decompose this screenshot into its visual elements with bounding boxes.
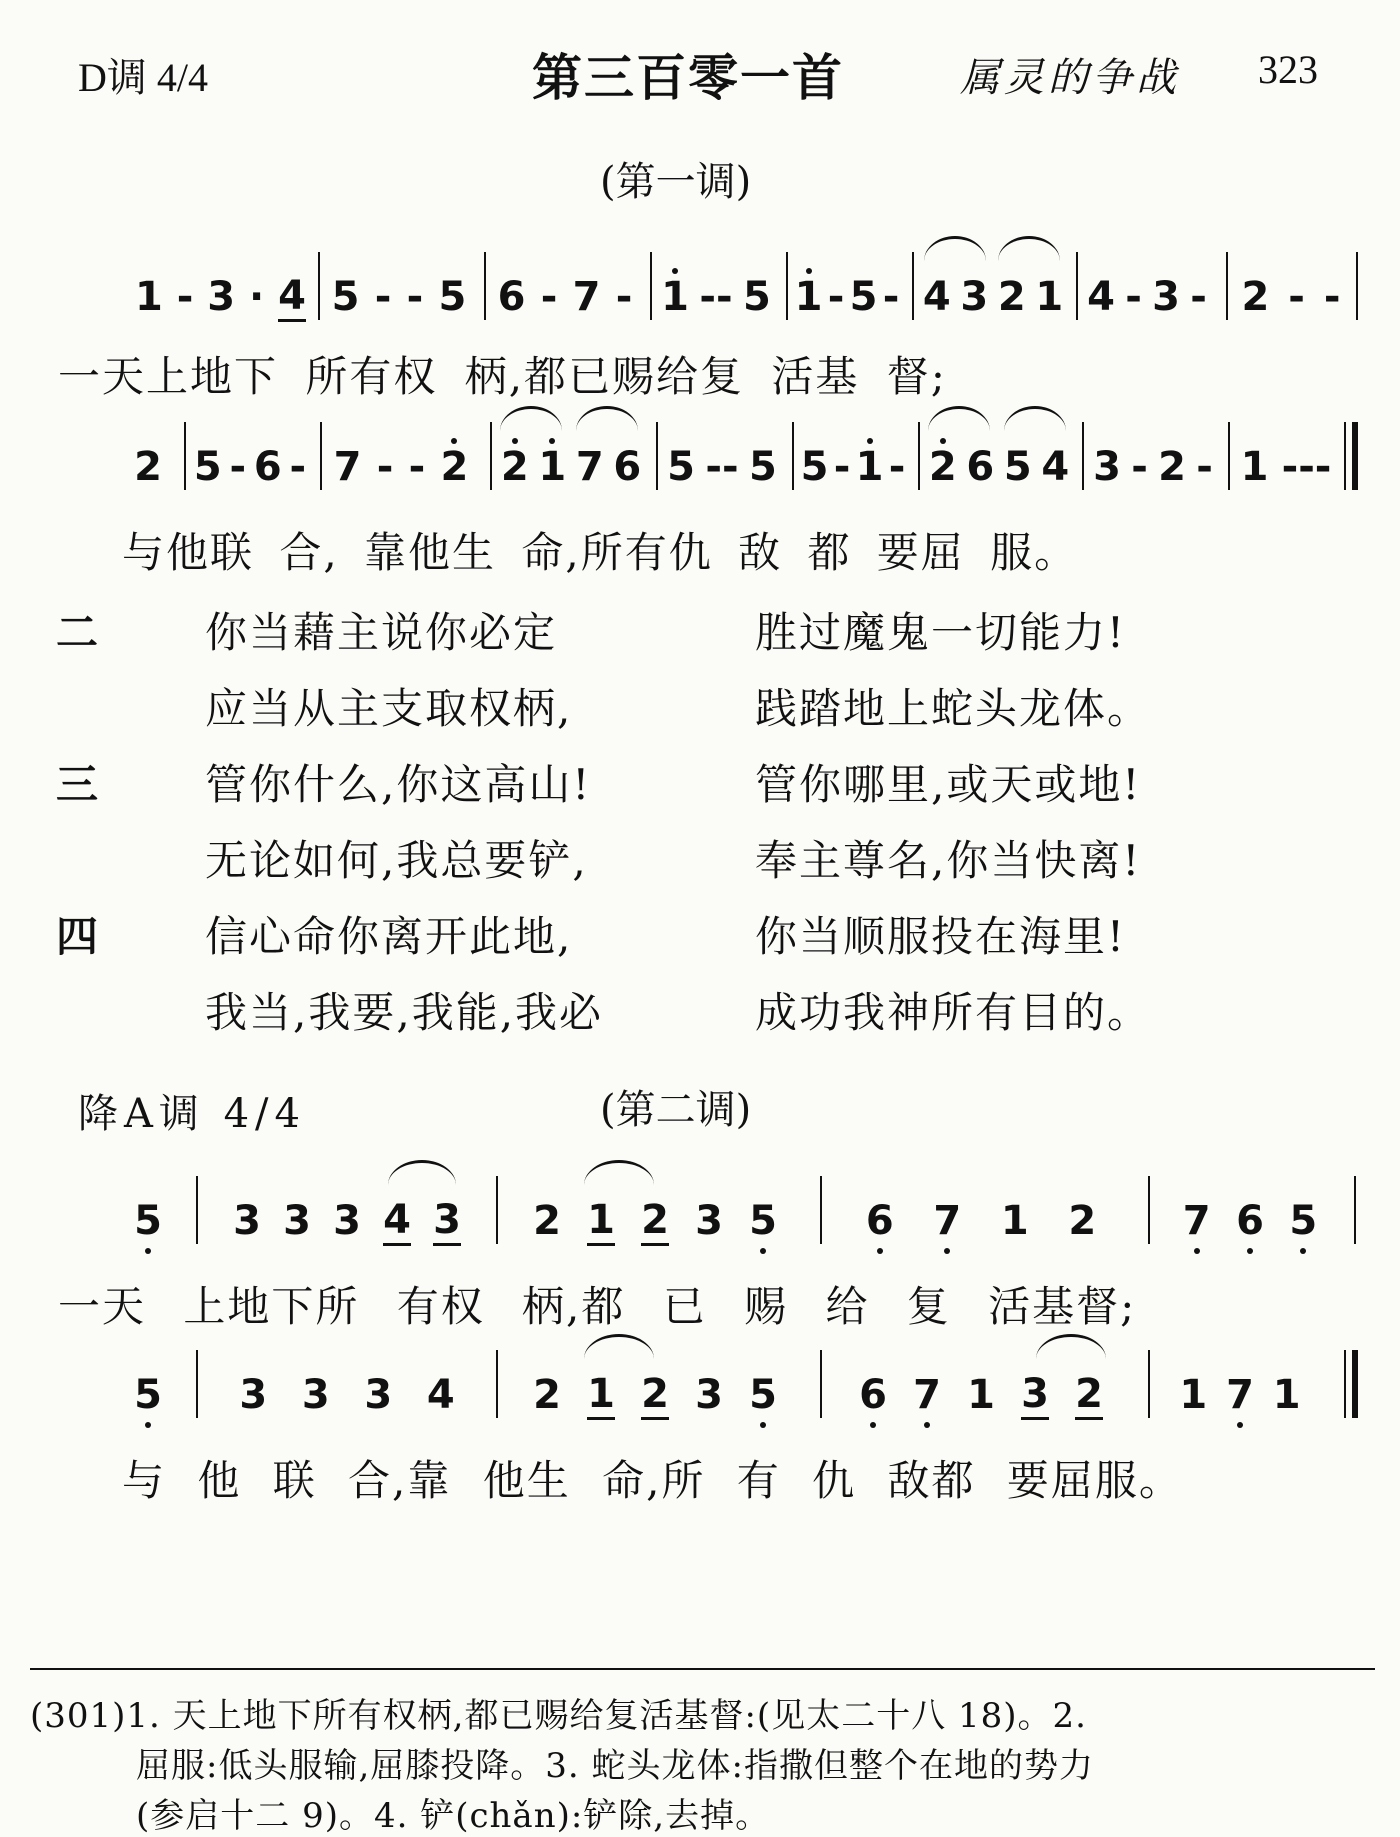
note: 1 xyxy=(1035,274,1064,320)
slur xyxy=(584,1160,654,1185)
bar-line xyxy=(496,1350,498,1418)
measure xyxy=(792,262,902,332)
verse-line: 应当从主支取权柄, xyxy=(205,684,573,733)
footnote-line: 屈服:低头服输,屈膝投降。3. 蛇头龙体:指撒但整个在地的势力 xyxy=(136,1746,1094,1786)
measure xyxy=(128,1186,168,1256)
note: 5 xyxy=(800,444,829,490)
note: 1 xyxy=(587,1197,615,1246)
measure xyxy=(924,432,1074,502)
page-number: 323 xyxy=(1258,47,1318,92)
note: 3 xyxy=(960,274,989,320)
note: 5 xyxy=(331,274,360,320)
footnote-line: (参启十二 9)。4. 铲(chǎn):铲除,去掉。 xyxy=(136,1796,771,1836)
bar-line xyxy=(320,422,322,490)
dash: - xyxy=(289,444,307,490)
note: 1 xyxy=(1240,444,1269,490)
note: 6 xyxy=(1236,1198,1264,1244)
note: 3 xyxy=(433,1197,461,1246)
note: 3 xyxy=(695,1372,723,1418)
tune2-label: (第二调) xyxy=(600,1087,752,1133)
measure xyxy=(128,262,313,332)
bar-line xyxy=(490,422,492,490)
note: 5 xyxy=(193,444,222,490)
measure xyxy=(846,1186,1116,1256)
note: 6 xyxy=(253,444,282,490)
note: 2 xyxy=(1158,444,1186,490)
bar-line xyxy=(786,252,788,320)
note: 7 xyxy=(1226,1372,1254,1418)
bar-line xyxy=(792,422,794,490)
bar-line xyxy=(1082,422,1084,490)
note: 5 xyxy=(849,274,878,320)
note: 1 xyxy=(134,274,163,320)
note: 5 xyxy=(438,274,467,320)
dash: - xyxy=(888,444,906,490)
verse-line: 管你哪里,或天或地! xyxy=(755,760,1142,809)
note: 5 xyxy=(1289,1198,1318,1244)
dash: -- xyxy=(699,274,733,320)
note: 6 xyxy=(966,444,995,490)
note: 3 xyxy=(239,1372,268,1418)
verse-line: 成功我神所有目的。 xyxy=(755,988,1152,1037)
verse-line: 你当藉主说你必定 xyxy=(205,608,558,657)
dash: - xyxy=(827,274,845,320)
note: 5 xyxy=(749,1198,777,1244)
verse-line: 胜过魔鬼一切能力! xyxy=(755,608,1126,657)
slur xyxy=(576,406,638,431)
note: 5 xyxy=(134,1372,162,1418)
tune1-lyric-row1: 一天上地下 所有权 柄,都已赐给复 活基 督; xyxy=(58,352,947,401)
hymn-subtitle: 属灵的争战 xyxy=(960,55,1180,101)
measure xyxy=(324,262,474,332)
bar-line xyxy=(184,422,186,490)
measure xyxy=(520,1186,790,1256)
dash: --- xyxy=(1281,444,1332,490)
note: 4 xyxy=(1087,274,1115,320)
note: 3 xyxy=(364,1372,393,1418)
bar-line xyxy=(1344,1350,1346,1418)
measure xyxy=(1234,432,1338,502)
tune2-lyric-row2: 与 他 联 合,靠 他生 命,所 有 仇 敌都 要屈服。 xyxy=(122,1456,1183,1505)
measure xyxy=(490,262,640,332)
note: 1 xyxy=(1272,1372,1301,1418)
note: 2 xyxy=(500,444,529,490)
verse-line: 我当,我要,我能,我必 xyxy=(205,988,604,1037)
bar-line xyxy=(650,252,652,320)
note: 3 xyxy=(1021,1371,1049,1420)
verse-line: 无论如何,我总要铲, xyxy=(205,836,588,885)
measure xyxy=(1082,262,1212,332)
dash: - xyxy=(1323,274,1341,320)
slur xyxy=(1004,406,1066,431)
dash: -- xyxy=(705,444,739,490)
measure xyxy=(1170,1360,1310,1430)
dash: - xyxy=(833,444,851,490)
dash: - xyxy=(540,274,558,320)
note: 2 xyxy=(928,444,957,490)
slur xyxy=(388,1160,456,1185)
note: 2 xyxy=(1075,1371,1103,1420)
note: 7 xyxy=(913,1372,941,1418)
bar-line xyxy=(656,422,658,490)
bar-line xyxy=(196,1350,198,1418)
note: 5 xyxy=(748,444,777,490)
hymn-title: 第三百零一首 xyxy=(532,49,844,107)
verse-number: 三 xyxy=(56,760,99,809)
measure xyxy=(846,1360,1116,1430)
note: 2 xyxy=(1241,274,1270,320)
note: 2 xyxy=(641,1197,669,1246)
bar-line xyxy=(912,252,914,320)
note: 6 xyxy=(497,274,526,320)
note: 3 xyxy=(1093,444,1121,490)
note: 1 xyxy=(794,274,823,320)
dash: - xyxy=(1288,274,1305,320)
note: 3 xyxy=(207,274,236,320)
note: 7 xyxy=(1182,1198,1211,1244)
verse-line: 管你什么,你这高山! xyxy=(205,760,592,809)
note: 5 xyxy=(749,1372,777,1418)
measure xyxy=(798,432,908,502)
measure xyxy=(662,432,782,502)
tune2-lyric-row1: 一天 上地下所 有权 柄,都 已 赐 给 复 活基督; xyxy=(58,1282,1137,1331)
verse-number: 四 xyxy=(56,912,99,961)
note: 3 xyxy=(1152,274,1180,320)
measure xyxy=(128,1360,168,1430)
note: 6 xyxy=(613,444,642,490)
note: 4 xyxy=(383,1197,411,1246)
verse-number: 二 xyxy=(56,608,99,657)
note: 6 xyxy=(865,1198,894,1244)
note: 2 xyxy=(533,1198,561,1244)
bar-line xyxy=(484,252,486,320)
slur xyxy=(928,406,990,431)
measure xyxy=(326,432,476,502)
bar-line xyxy=(1344,422,1346,490)
bar-line xyxy=(918,422,920,490)
dash: - xyxy=(376,444,394,490)
dash: - xyxy=(229,444,247,490)
bar-line xyxy=(1226,252,1228,320)
dash: - xyxy=(1190,274,1207,320)
note: 3 xyxy=(695,1198,723,1244)
note: 3 xyxy=(283,1198,311,1244)
dash: - xyxy=(408,444,426,490)
note: 1 xyxy=(587,1371,615,1420)
note: 7 xyxy=(333,444,362,490)
note: 1 xyxy=(1179,1372,1208,1418)
measure xyxy=(520,1360,790,1430)
dash: - xyxy=(176,274,194,320)
bar-line xyxy=(318,252,320,320)
measure xyxy=(656,262,776,332)
bar-line xyxy=(1356,252,1358,320)
dash: - xyxy=(1196,444,1213,490)
note: 2 xyxy=(641,1371,669,1420)
slur xyxy=(584,1334,654,1359)
measure xyxy=(190,432,310,502)
dash: - xyxy=(1125,274,1142,320)
note: 1 xyxy=(967,1372,995,1418)
verse-line: 你当顺服投在海里! xyxy=(755,912,1126,961)
note: 7 xyxy=(933,1198,962,1244)
bar-line xyxy=(1228,422,1230,490)
dot: · xyxy=(249,274,265,320)
verse-line: 奉主尊名,你当快离! xyxy=(755,836,1142,885)
note: 1 xyxy=(855,444,884,490)
bar-line xyxy=(1148,1176,1150,1244)
dash: - xyxy=(882,274,900,320)
measure xyxy=(496,432,646,502)
dash: - xyxy=(1131,444,1148,490)
verse-line: 践踏地上蛇头龙体。 xyxy=(755,684,1152,733)
note: 5 xyxy=(742,274,771,320)
note: 4 xyxy=(1041,444,1070,490)
note: 1 xyxy=(538,444,567,490)
slur xyxy=(924,236,986,261)
bar-line xyxy=(496,1176,498,1244)
tune1-lyric-row2: 与他联 合, 靠他生 命,所有仇 敌 都 要屈 服。 xyxy=(122,528,1079,577)
note: 2 xyxy=(1068,1198,1097,1244)
bar-line xyxy=(820,1350,822,1418)
final-bar-line xyxy=(1352,422,1358,490)
note: 2 xyxy=(134,444,162,490)
note: 2 xyxy=(997,274,1026,320)
note: 7 xyxy=(572,274,601,320)
dash: - xyxy=(615,274,633,320)
footnote-line: (301)1. 天上地下所有权柄,都已赐给复活基督:(见太二十八 18)。2. xyxy=(30,1696,1087,1736)
measure xyxy=(1232,262,1350,332)
bar-line xyxy=(1354,1176,1356,1244)
tune1-label: (第一调) xyxy=(600,159,752,205)
note: 6 xyxy=(859,1372,887,1418)
footnote-divider xyxy=(30,1668,1375,1670)
dash: - xyxy=(374,274,392,320)
measure xyxy=(222,1186,472,1256)
note: 3 xyxy=(301,1372,330,1418)
slur xyxy=(1036,1334,1106,1359)
note: 2 xyxy=(440,444,469,490)
final-bar-line xyxy=(1352,1350,1358,1418)
slur xyxy=(500,406,562,431)
verse-line: 信心命你离开此地, xyxy=(205,912,573,961)
note: 1 xyxy=(661,274,690,320)
bar-line xyxy=(820,1176,822,1244)
note: 3 xyxy=(333,1198,361,1244)
note: 5 xyxy=(1003,444,1032,490)
measure xyxy=(222,1360,472,1430)
note: 4 xyxy=(426,1372,455,1418)
note: 5 xyxy=(134,1198,162,1244)
tune2-key-signature: 降A调 4/4 xyxy=(78,1091,306,1137)
bar-line xyxy=(1076,252,1078,320)
measure xyxy=(1170,1186,1330,1256)
note: 5 xyxy=(667,444,696,490)
dash: - xyxy=(406,274,424,320)
note: 3 xyxy=(233,1198,261,1244)
bar-line xyxy=(1148,1350,1150,1418)
bar-line xyxy=(196,1176,198,1244)
note: 7 xyxy=(575,444,604,490)
measure xyxy=(128,432,168,502)
note: 2 xyxy=(533,1372,561,1418)
measure xyxy=(918,262,1068,332)
note: 4 xyxy=(278,273,306,322)
note: 4 xyxy=(922,274,951,320)
key-signature: D调 4/4 xyxy=(78,55,208,100)
measure xyxy=(1088,432,1218,502)
note: 1 xyxy=(1000,1198,1029,1244)
slur xyxy=(998,236,1060,261)
